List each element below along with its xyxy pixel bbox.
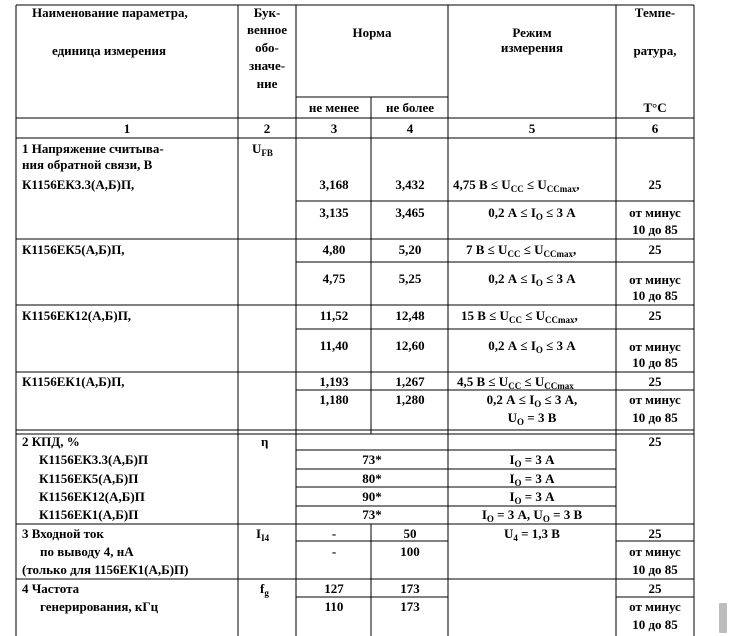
parameter-3 bbox=[22, 526, 681, 577]
p1-r3-mode: 0,2 $А \le I_O \le 3$ А bbox=[488, 271, 576, 288]
p2-r2-name: К1156ЕК12(А,Б)П bbox=[39, 489, 145, 504]
p1-name-line3: К1156ЕК3.3(А,Б)П, bbox=[22, 177, 135, 192]
column-number-6: 6 bbox=[651, 121, 659, 136]
parameter-1 bbox=[22, 141, 681, 427]
p1-r3-min: 4,75 bbox=[322, 271, 346, 286]
p1-r4-mode: 15 $В \le U_{CC} \le U_{CCmax}$, bbox=[461, 308, 578, 325]
p1-r3-temp-line2: 10 до 85 bbox=[632, 288, 678, 303]
p1-r2-name: К1156ЕК5(А,Б)П, bbox=[22, 242, 125, 257]
p2-symbol: η bbox=[261, 434, 269, 449]
header-symbol-line3: обо- bbox=[255, 40, 279, 55]
p1-r0-mode: 4,75 $В \le U_{CC} \le U_{CCmax}$, bbox=[453, 177, 580, 194]
p4-r0-max: 173 bbox=[400, 581, 420, 596]
p2-r0-name: К1156ЕК3.3(А,Б)П bbox=[39, 452, 149, 467]
p3-r1-max: 100 bbox=[400, 544, 420, 559]
p4-r1-min: 110 bbox=[324, 599, 344, 614]
p1-r4-min: 11,52 bbox=[319, 308, 349, 323]
p3-r1-temp-line1: от минус bbox=[629, 544, 681, 559]
header-norm-max: не более bbox=[385, 100, 435, 115]
p4-r0-temp: 25 bbox=[648, 581, 662, 596]
p1-r2-temp: 25 bbox=[648, 242, 662, 257]
column-number-4: 4 bbox=[406, 121, 414, 136]
p2-r3-value: 73* bbox=[362, 507, 382, 522]
p4-r1-temp-line2: 10 до 85 bbox=[632, 617, 678, 632]
p2-r0-mode: $I_O = 3$ А bbox=[509, 452, 555, 469]
p1-r6-mode: 4,5 $В \le U_{CC} \le U_{CCmax}$ bbox=[457, 374, 574, 391]
p2-r0-value: 73* bbox=[362, 452, 382, 467]
column-number-2: 2 bbox=[263, 121, 271, 136]
parameter-2 bbox=[22, 434, 662, 524]
scroll-edge-marker bbox=[719, 603, 727, 633]
p1-r6-max: 1,267 bbox=[395, 374, 425, 389]
p2-temp: 25 bbox=[648, 434, 662, 449]
p3-r0-min: - bbox=[331, 526, 337, 541]
p1-r1-max: 3,465 bbox=[395, 205, 425, 220]
p1-r3-max: 5,25 bbox=[398, 271, 422, 286]
p1-symbol: $U_{FB}$ bbox=[252, 141, 273, 158]
table-header bbox=[32, 5, 677, 115]
p2-r1-mode: $I_O = 3$ А bbox=[509, 471, 555, 488]
p1-r4-temp: 25 bbox=[648, 308, 662, 323]
p2-r1-value: 80* bbox=[362, 471, 382, 486]
parameter-4 bbox=[22, 581, 681, 632]
p1-r7-mode-line1: 0,2 $А \le I_O \le 3$ А, bbox=[486, 392, 578, 409]
p2-r1-name: К1156ЕК5(А,Б)П bbox=[39, 471, 139, 486]
p1-r7-temp-line1: от минус bbox=[629, 392, 681, 407]
p1-r2-mode: 7 $В \le U_{CC} \le U_{CCmax}$, bbox=[466, 242, 577, 259]
p3-name-line2: по выводу 4, нА bbox=[40, 544, 134, 559]
p1-name-line2: ния обратной связи, В bbox=[22, 157, 153, 172]
p4-name-line1: 4 Частота bbox=[22, 581, 80, 596]
p4-name-line2: генерирования, кГц bbox=[40, 599, 159, 614]
p1-r5-max: 12,60 bbox=[395, 338, 425, 353]
p2-title: 2 КПД, % bbox=[22, 434, 80, 449]
p3-r1-min: - bbox=[331, 544, 337, 559]
p1-r5-temp-line1: от минус bbox=[629, 339, 681, 354]
p3-r1-temp-line2: 10 до 85 bbox=[632, 562, 678, 577]
header-symbol-line5: ние bbox=[256, 76, 278, 91]
p2-r2-mode: $I_O = 3$ А bbox=[509, 489, 555, 506]
p1-r6-temp: 25 bbox=[648, 374, 662, 389]
p1-r7-mode-line2: $U_O = 3$ В bbox=[507, 410, 557, 427]
p1-r4-max: 12,48 bbox=[395, 308, 425, 323]
p1-r0-temp: 25 bbox=[648, 177, 662, 192]
p3-mode: $U_4 = 1,3$ В bbox=[504, 526, 560, 543]
p1-r1-min: 3,135 bbox=[319, 205, 349, 220]
p1-r1-mode: 0,2 $А \le I_O \le 3$ А bbox=[488, 205, 576, 222]
header-symbol-line4: значе- bbox=[248, 58, 286, 73]
header-name-line2: единица измерения bbox=[52, 43, 167, 58]
p1-r0-min: 3,168 bbox=[319, 177, 349, 192]
p1-r5-mode: 0,2 $А \le I_O \le 3$ А bbox=[488, 338, 576, 355]
column-number-1: 1 bbox=[123, 121, 131, 136]
p1-r3-temp-line1: от минус bbox=[629, 272, 681, 287]
header-norm-min: не менее bbox=[308, 100, 360, 115]
header-temp-line2: ратура, bbox=[633, 43, 677, 58]
p4-r0-min: 127 bbox=[324, 581, 344, 596]
p1-r2-min: 4,80 bbox=[322, 242, 346, 257]
p1-r1-temp-line1: от минус bbox=[629, 205, 681, 220]
header-norm: Норма bbox=[352, 25, 392, 40]
p4-r1-max: 173 bbox=[400, 599, 420, 614]
column-number-3: 3 bbox=[330, 121, 338, 136]
p4-r1-temp-line1: от минус bbox=[629, 599, 681, 614]
p1-r2-max: 5,20 bbox=[398, 242, 422, 257]
p1-r4-name: К1156ЕК12(А,Б)П, bbox=[22, 308, 132, 323]
header-symbol-line1: Бук- bbox=[253, 5, 281, 20]
p1-r5-temp-line2: 10 до 85 bbox=[632, 355, 678, 370]
column-numbers bbox=[124, 121, 659, 136]
p3-symbol: $I_{I4}$ bbox=[256, 526, 270, 543]
p3-name-line3: (только для 1156ЕК1(А,Б)П) bbox=[22, 562, 189, 577]
header-name-line1: Наименование параметра, bbox=[32, 5, 188, 20]
p3-name-line1: 3 Входной ток bbox=[22, 526, 104, 541]
p1-r6-min: 1,193 bbox=[319, 374, 349, 389]
column-number-5: 5 bbox=[528, 121, 536, 136]
p1-name-line1: 1 Напряжение считыва- bbox=[22, 141, 164, 156]
p3-r0-temp: 25 bbox=[648, 526, 662, 541]
header-mode-line2: измерения bbox=[500, 40, 564, 55]
p1-r7-min: 1,180 bbox=[319, 392, 349, 407]
p4-symbol: $f_g$ bbox=[260, 581, 269, 598]
header-symbol-line2: венное bbox=[246, 22, 288, 37]
p1-r0-max: 3,432 bbox=[395, 177, 425, 192]
p2-r3-mode: $I_O = 3$ А, $U_O = 3$ В bbox=[481, 507, 583, 524]
p2-r2-value: 90* bbox=[362, 489, 382, 504]
p2-r3-name: К1156ЕК1(А,Б)П bbox=[39, 507, 139, 522]
p1-r6-name: К1156ЕК1(А,Б)П, bbox=[22, 374, 125, 389]
p1-r7-max: 1,280 bbox=[395, 392, 425, 407]
p1-r5-min: 11,40 bbox=[319, 338, 349, 353]
header-temp-line1: Темпе- bbox=[634, 5, 676, 20]
p1-r1-temp-line2: 10 до 85 bbox=[632, 222, 678, 237]
p1-r7-temp-line2: 10 до 85 bbox=[632, 410, 678, 425]
header-temp-unit: T°C bbox=[643, 100, 667, 115]
p3-r0-max: 50 bbox=[403, 526, 417, 541]
header-mode-line1: Режим bbox=[512, 25, 552, 40]
